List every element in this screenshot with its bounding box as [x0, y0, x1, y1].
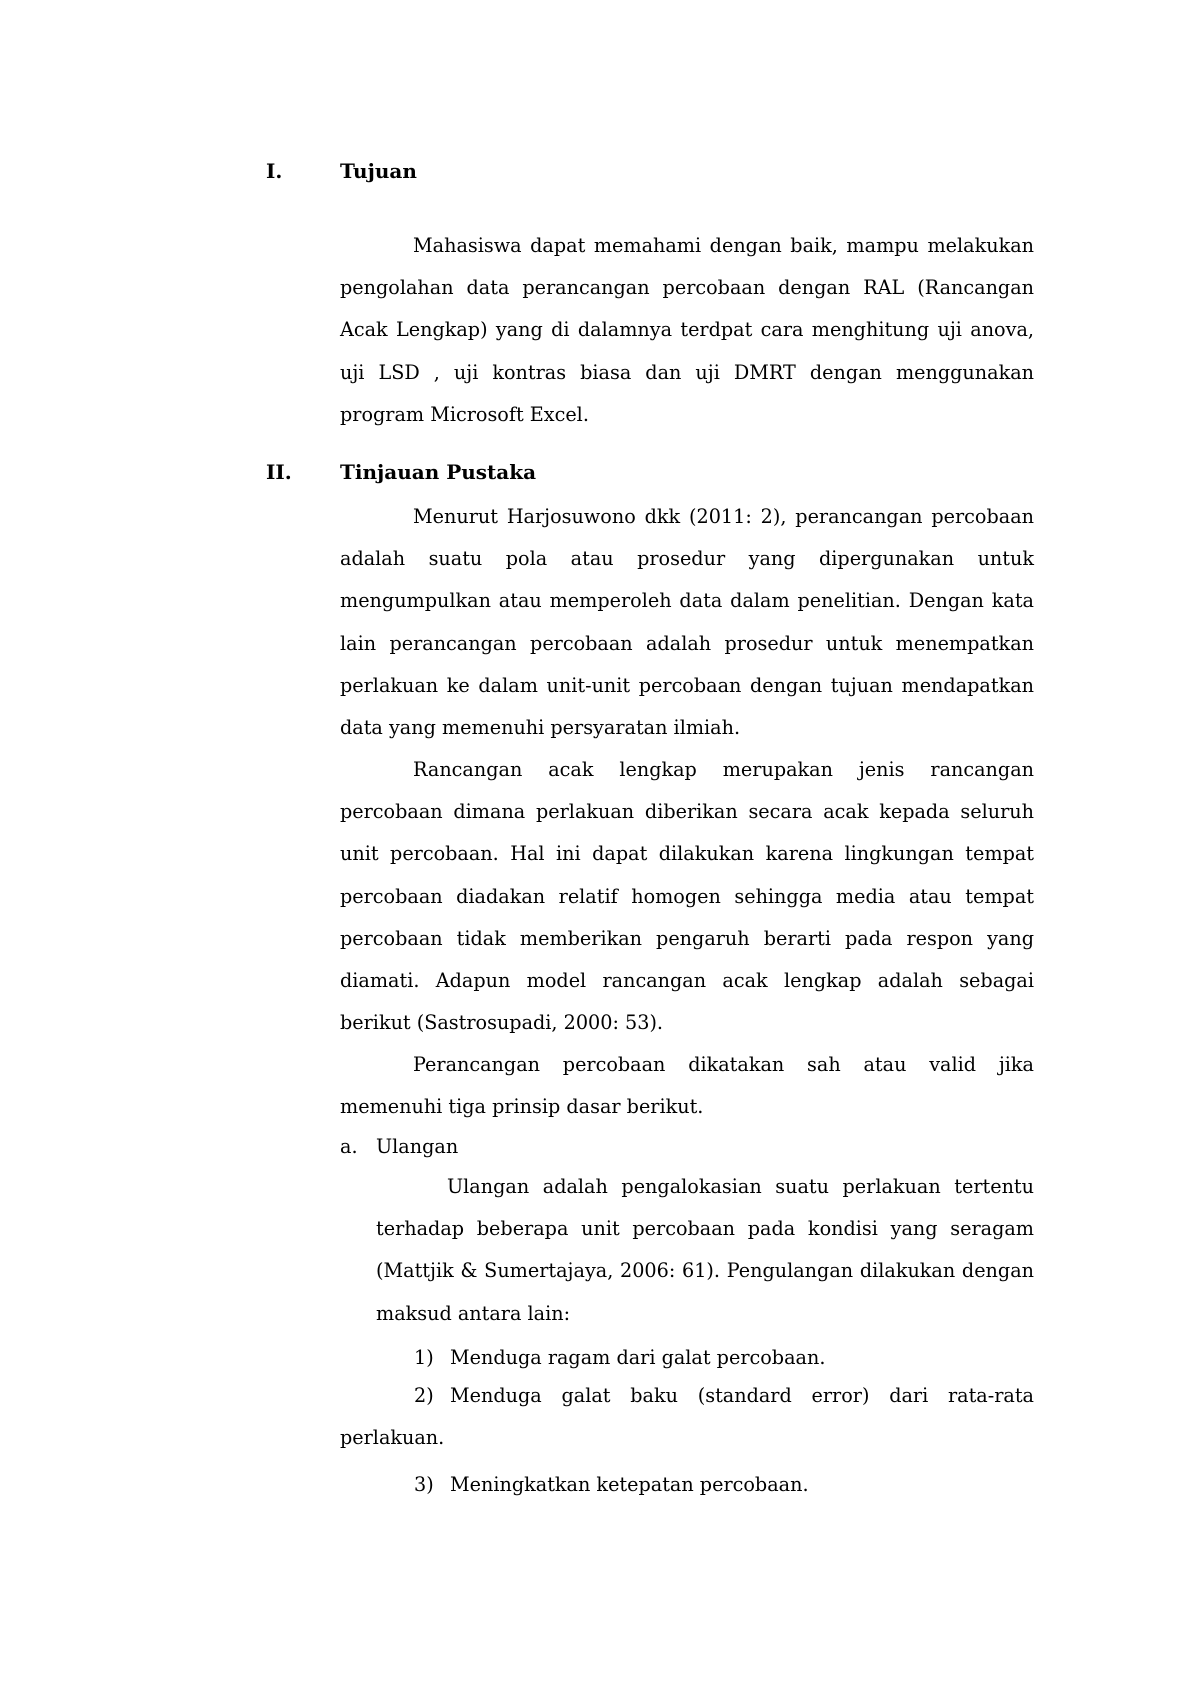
list-item-text: Menduga galat baku (standard error) dari rata-rata perlakuan.	[340, 1384, 1034, 1450]
section-1-title: Tujuan	[340, 159, 417, 183]
list-item-number: 1)	[414, 1346, 434, 1369]
list-item-text: Menduga ragam dari galat percobaan.	[450, 1346, 826, 1369]
list-item-2	[340, 1375, 1034, 1459]
list-item-3	[414, 1472, 809, 1498]
section-2-paragraph-3: Perancangan percobaan dikatakan sah atau valid jika memenuhi tiga prinsip dasar berikut.	[340, 1053, 1034, 1119]
section-2-paragraph-2: Rancangan acak lengkap merupakan jenis rancangan percobaan dimana perlakuan diberikan secara acak kepada seluruh unit percobaan. Hal ini dapat dilakukan karena lingkungan tempat percobaan diadakan relatif homogen sehingga media atau tempat percobaan tidak memberikan pengaruh berarti pada respon yang diamati. Adapun model rancangan acak lengkap adalah sebagai berikut (Sastrosupadi, 2000: 53).	[340, 758, 1034, 1035]
list-item-number: 2)	[414, 1384, 434, 1407]
subsection-a-letter: a.	[340, 1135, 358, 1158]
subsection-a-title: Ulangan	[376, 1135, 459, 1158]
subsection-a-paragraph: Ulangan adalah pengalokasian suatu perlakuan tertentu terhadap beberapa unit percobaan pada kondisi yang seragam (Mattjik & Sumertajaya, 2006: 61). Pengulangan dilakukan dengan maksud antara lain:	[376, 1175, 1034, 1325]
list-item-number: 3)	[414, 1473, 434, 1496]
list-item-1	[414, 1345, 825, 1371]
section-1-paragraph: Mahasiswa dapat memahami dengan baik, mampu melakukan pengolahan data perancangan percobaan dengan RAL (Rancangan Acak Lengkap) yang di dalamnya terdpat cara menghitung uji anova, uji LSD , uji kontras biasa dan uji DMRT dengan menggunakan program Microsoft Excel.	[340, 234, 1034, 426]
section-2-title: Tinjauan Pustaka	[340, 460, 537, 484]
section-2-paragraph-1: Menurut Harjosuwono dkk (2011: 2), perancangan percobaan adalah suatu pola atau prosedur yang dipergunakan untuk mengumpulkan atau memperoleh data dalam penelitian. Dengan kata lain perancangan percobaan adalah prosedur untuk menempatkan perlakuan ke dalam unit-unit percobaan dengan tujuan mendapatkan data yang memenuhi persyaratan ilmiah.	[340, 505, 1034, 740]
list-item-text: Meningkatkan ketepatan percobaan.	[450, 1473, 809, 1496]
section-1-number: I.	[266, 159, 283, 183]
section-2-number: II.	[266, 460, 292, 484]
